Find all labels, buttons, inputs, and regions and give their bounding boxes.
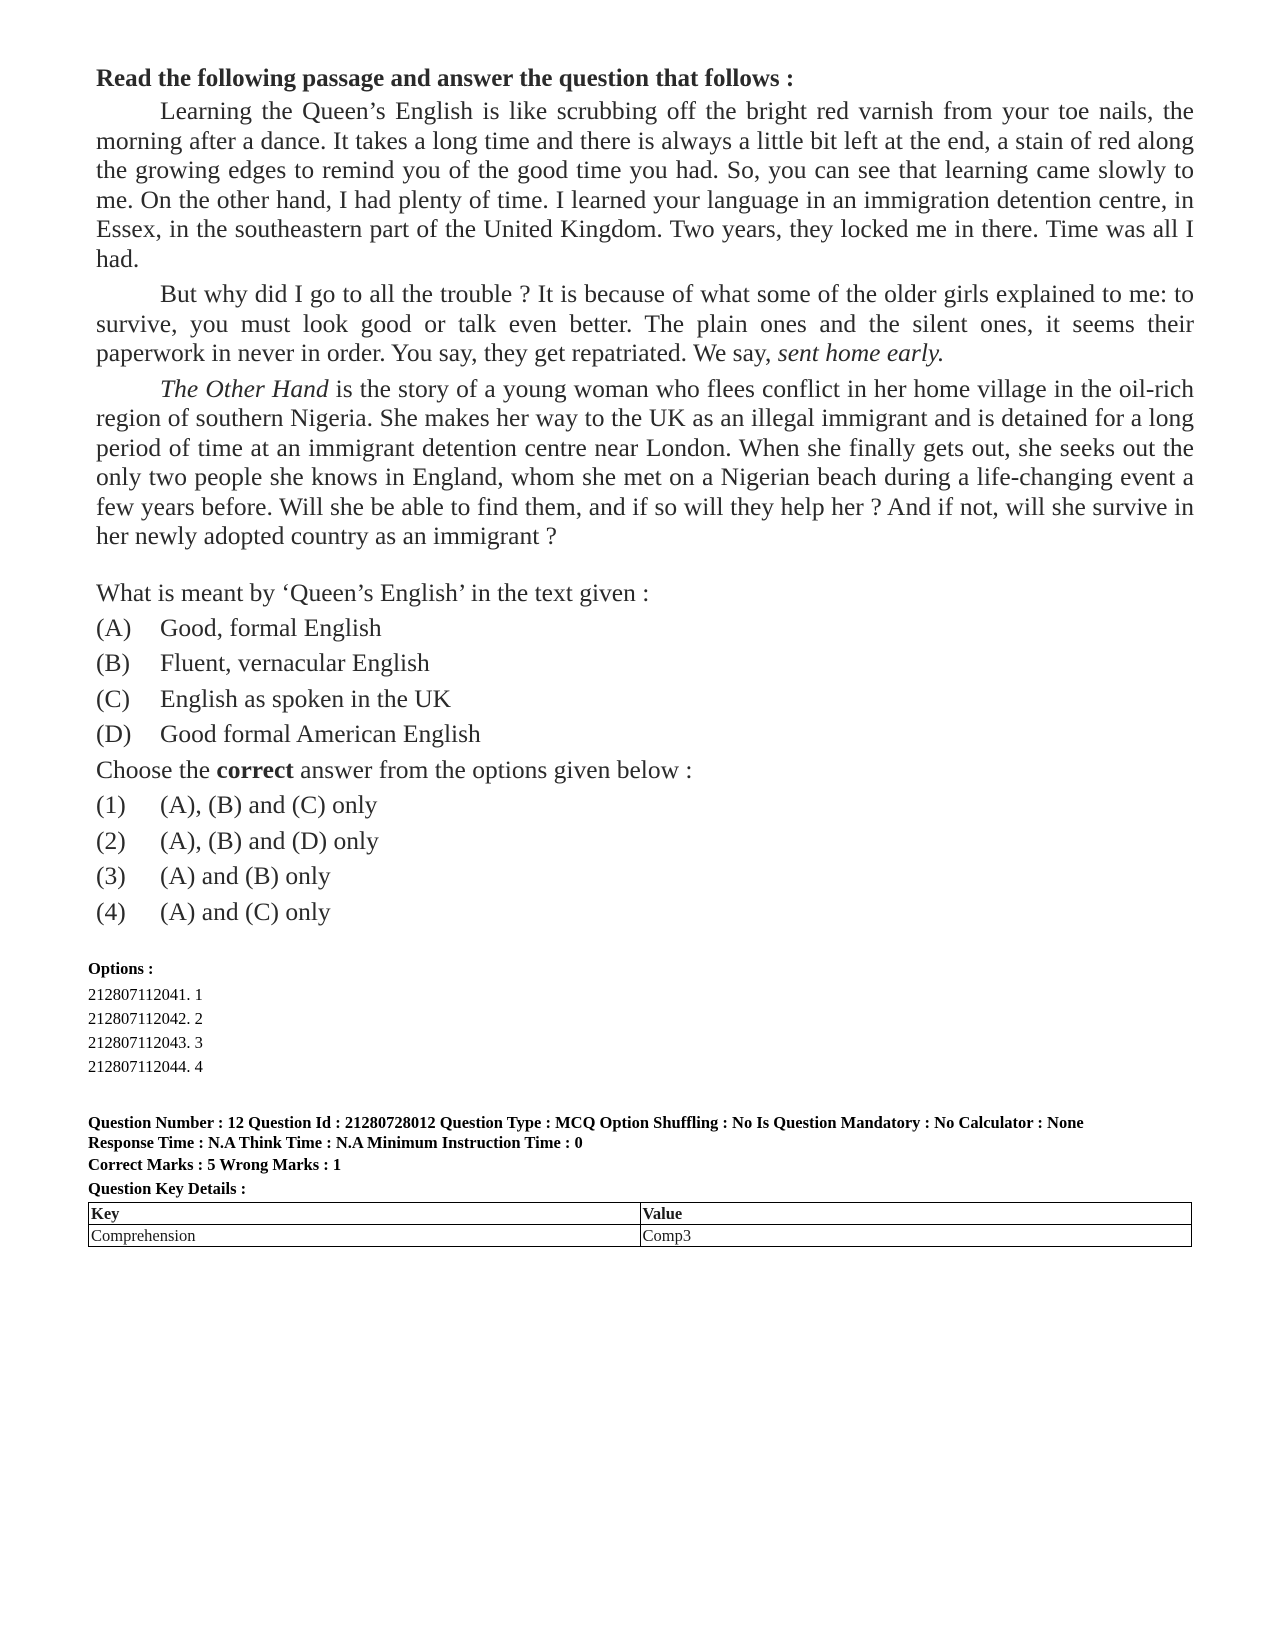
statement-item — [96, 645, 1194, 681]
answer-choice — [96, 787, 1194, 823]
choose-text-before: Choose the — [96, 754, 211, 784]
passage-paragraph-1: Learning the Queen’s English is like scrubbing off the bright red varnish from your toe nails, the morning after a dance. It takes a long time and there is always a little bit left at the end, a stain of red along the growing edges to remind you of the good time you had. So, you can see that learning came slowly to me. On the other hand, I had plenty of time. I learned your language in an immigration detention centre, in Essex, in the southeastern part of the United Kingdom. Two years, they locked me in there. Time was all I had. — [96, 96, 1194, 273]
book-title: The Other Hand — [160, 373, 329, 403]
answer-text: (A), (B) and (C) only — [160, 790, 378, 819]
statement-label: (A) — [96, 612, 132, 642]
answer-choice — [96, 823, 1194, 859]
paragraph-3-text: is the story of a young woman who flees conflict in her home village in the oil-rich region of southern Nigeria. She makes her way to the UK as an illegal immigrant and is detained for a long period of time at an immigrant detention centre near London. When she finally gets out, she seeks out the only two people she knows in England, whom she met on a Nigerian beach during a life-changing event a few years before. Will she be able to find them, and if so will they help her ? And if not, will she survive in her newly adopted country as an immigrant ? — [96, 373, 1194, 550]
options-list — [88, 983, 203, 1079]
marks-info: Correct Marks : 5 Wrong Marks : 1 — [88, 1155, 342, 1174]
statement-label: (B) — [96, 648, 130, 677]
table-cell-value: Comp3 — [640, 1225, 1192, 1247]
question-info-line-1: Question Number : 12 Question Id : 21280728012 Question Type : MCQ Option Shuffling : No Is Question Mandatory : No Calculator : None — [88, 1113, 1084, 1132]
key-details-title: Question Key Details : — [88, 1179, 247, 1198]
statement-text: English as spoken in the UK — [160, 683, 452, 713]
answer-label: (3) — [96, 861, 126, 890]
table-header-row — [89, 1203, 1192, 1225]
option-id: 212807112041. 1 — [88, 985, 203, 1004]
question-text: What is meant by ‘Queen’s English’ in the text given : — [96, 577, 650, 607]
question-info — [88, 1113, 1198, 1153]
table-header-key: Key — [89, 1203, 641, 1225]
answer-label: (2) — [96, 825, 126, 855]
statement-label: (D) — [96, 719, 132, 748]
answer-text: (A) and (C) only — [160, 896, 331, 926]
answer-label: (4) — [96, 896, 126, 926]
key-details-table — [88, 1202, 1192, 1247]
answer-choice — [96, 858, 1194, 894]
passage-heading: Read the following passage and answer the question that follows : — [96, 65, 795, 92]
scanned-passage — [96, 62, 1194, 929]
answer-text: (A) and (B) only — [160, 861, 331, 890]
statement-label: (C) — [96, 683, 130, 713]
choose-text-bold: correct — [216, 754, 294, 784]
passage-paragraph-3 — [96, 374, 1194, 551]
paragraph-2-text: But why did I go to all the trouble ? It is because of what some of the older girls explained to me: to survive, you must look good or talk even better. The plain ones and the silent ones, it seems their paperwork in never in order. You say, they get repatriated. We say, — [96, 279, 1194, 367]
answer-label: (1) — [96, 790, 126, 819]
statement-item — [96, 716, 1194, 752]
option-id: 212807112042. 2 — [88, 1009, 203, 1028]
statement-item — [96, 610, 1194, 646]
option-id: 212807112044. 4 — [88, 1057, 203, 1076]
question-info-line-2: Response Time : N.A Think Time : N.A Minimum Instruction Time : 0 — [88, 1133, 583, 1152]
statement-text: Good, formal English — [160, 612, 382, 642]
answer-text: (A), (B) and (D) only — [160, 825, 379, 855]
choose-text-after: answer from the options given below : — [300, 754, 693, 784]
option-id: 212807112043. 3 — [88, 1033, 203, 1052]
statement-text: Good formal American English — [160, 719, 481, 748]
table-row — [89, 1225, 1192, 1247]
statement-text: Fluent, vernacular English — [160, 648, 430, 677]
table-cell-key: Comprehension — [89, 1225, 641, 1247]
answer-choice — [96, 894, 1194, 930]
table-header-value: Value — [640, 1203, 1192, 1225]
passage-paragraph-2 — [96, 279, 1194, 368]
choose-instruction — [96, 752, 1194, 788]
statement-item — [96, 681, 1194, 717]
paragraph-2-italic: sent home early. — [777, 338, 945, 367]
options-title: Options : — [88, 959, 154, 978]
